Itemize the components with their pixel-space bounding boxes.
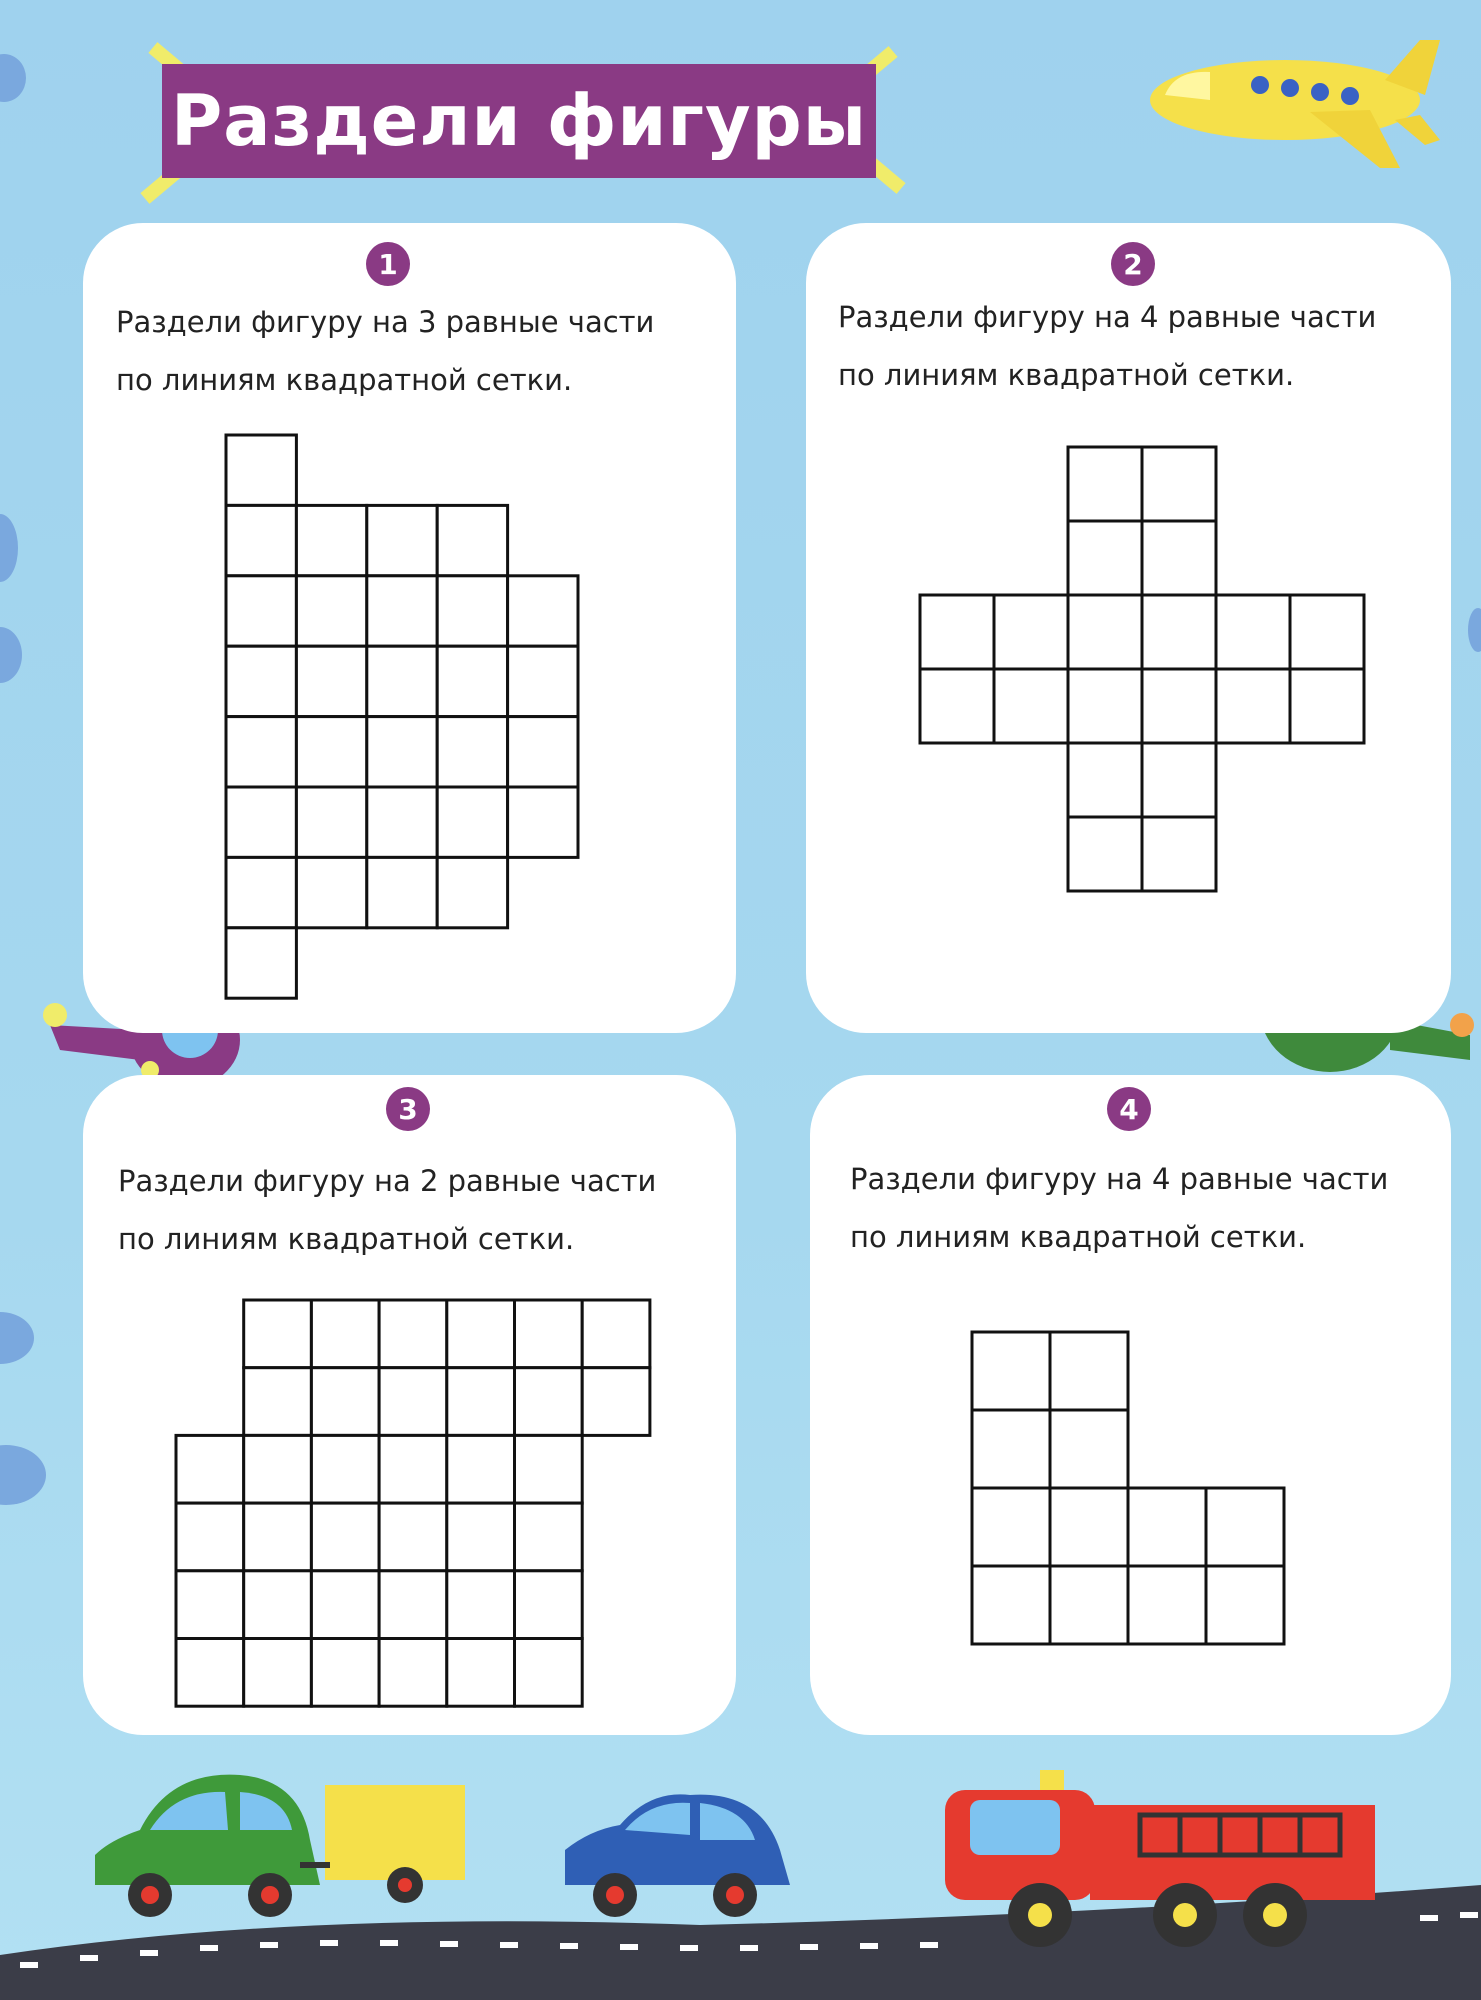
green-car-icon [95, 1775, 465, 1917]
grid-cell[interactable] [226, 435, 296, 505]
grid-cell[interactable] [244, 1503, 312, 1571]
grid-cell[interactable] [1206, 1488, 1284, 1566]
grid-cell[interactable] [311, 1368, 379, 1436]
grid-cell[interactable] [1216, 595, 1290, 669]
grid-cell[interactable] [1068, 669, 1142, 743]
grid-cell[interactable] [994, 669, 1068, 743]
grid-cell[interactable] [1142, 595, 1216, 669]
grid-cell[interactable] [515, 1639, 583, 1707]
grid-cell[interactable] [515, 1503, 583, 1571]
grid-cell[interactable] [1142, 521, 1216, 595]
task-instruction-1 [116, 293, 654, 409]
grid-cell[interactable] [1050, 1566, 1128, 1644]
grid-cell[interactable] [972, 1488, 1050, 1566]
grid-cell[interactable] [1050, 1410, 1128, 1488]
grid-cell[interactable] [1142, 743, 1216, 817]
grid-cell[interactable] [1142, 447, 1216, 521]
grid-cell[interactable] [379, 1300, 447, 1368]
task-instruction-4 [850, 1150, 1388, 1266]
grid-cell[interactable] [447, 1503, 515, 1571]
grid-cell[interactable] [296, 717, 366, 787]
grid-cell[interactable] [379, 1435, 447, 1503]
grid-cell[interactable] [508, 717, 578, 787]
grid-cell[interactable] [582, 1300, 650, 1368]
airplane-icon [1150, 40, 1440, 168]
grid-cell[interactable] [226, 505, 296, 575]
grid-cell[interactable] [1290, 595, 1364, 669]
grid-cell[interactable] [508, 787, 578, 857]
grid-cell[interactable] [379, 1571, 447, 1639]
grid-cell[interactable] [994, 595, 1068, 669]
figure-1-grid [224, 433, 580, 1000]
grid-cell[interactable] [1050, 1488, 1128, 1566]
grid-cell[interactable] [1290, 669, 1364, 743]
grid-cell[interactable] [296, 787, 366, 857]
figure-3-grid [174, 1298, 652, 1708]
grid-cell[interactable] [920, 595, 994, 669]
grid-cell[interactable] [1068, 817, 1142, 891]
blue-car-icon [565, 1794, 790, 1917]
instruction-line: Раздели фигуру на 2 равные части [118, 1164, 657, 1198]
grid-cell[interactable] [1068, 521, 1142, 595]
instruction-line: Раздели фигуру на 4 равные части [838, 300, 1377, 334]
grid-cell[interactable] [1216, 669, 1290, 743]
grid-cell[interactable] [311, 1571, 379, 1639]
grid-cell[interactable] [367, 646, 437, 716]
grid-cell[interactable] [1142, 817, 1216, 891]
figure-4-grid [970, 1330, 1286, 1646]
grid-cell[interactable] [244, 1368, 312, 1436]
grid-cell[interactable] [244, 1571, 312, 1639]
grid-cell[interactable] [311, 1435, 379, 1503]
grid-cell[interactable] [1206, 1566, 1284, 1644]
figure-2-grid [918, 445, 1366, 893]
grid-cell[interactable] [226, 646, 296, 716]
grid-cell[interactable] [508, 576, 578, 646]
grid-cell[interactable] [972, 1566, 1050, 1644]
task-number-badge: 1 [366, 242, 410, 286]
grid-cell[interactable] [296, 505, 366, 575]
grid-cell[interactable] [311, 1300, 379, 1368]
grid-cell[interactable] [176, 1435, 244, 1503]
grid-cell[interactable] [515, 1435, 583, 1503]
grid-cell[interactable] [226, 576, 296, 646]
grid-cell[interactable] [367, 857, 437, 927]
grid-cell[interactable] [437, 857, 507, 927]
title-banner [162, 64, 876, 178]
grid-cell[interactable] [1128, 1566, 1206, 1644]
grid-cell[interactable] [367, 576, 437, 646]
grid-cell[interactable] [367, 717, 437, 787]
grid-cell[interactable] [367, 505, 437, 575]
task-number-badge: 4 [1107, 1087, 1151, 1131]
grid-cell[interactable] [176, 1571, 244, 1639]
grid-cell[interactable] [1142, 669, 1216, 743]
grid-cell[interactable] [226, 928, 296, 998]
grid-cell[interactable] [367, 787, 437, 857]
grid-cell[interactable] [972, 1410, 1050, 1488]
grid-cell[interactable] [447, 1300, 515, 1368]
grid-cell[interactable] [296, 857, 366, 927]
instruction-line: по линиям квадратной сетки. [850, 1220, 1307, 1254]
grid-cell[interactable] [447, 1368, 515, 1436]
instruction-line: по линиям квадратной сетки. [116, 363, 573, 397]
grid-cell[interactable] [437, 646, 507, 716]
grid-cell[interactable] [226, 787, 296, 857]
grid-cell[interactable] [437, 576, 507, 646]
grid-cell[interactable] [244, 1435, 312, 1503]
instruction-line: по линиям квадратной сетки. [838, 358, 1295, 392]
grid-cell[interactable] [972, 1332, 1050, 1410]
grid-cell[interactable] [1050, 1332, 1128, 1410]
grid-cell[interactable] [508, 646, 578, 716]
grid-cell[interactable] [379, 1503, 447, 1571]
grid-cell[interactable] [1128, 1488, 1206, 1566]
grid-cell[interactable] [296, 576, 366, 646]
grid-cell[interactable] [1068, 447, 1142, 521]
grid-cell[interactable] [437, 505, 507, 575]
grid-cell[interactable] [379, 1368, 447, 1436]
grid-cell[interactable] [447, 1435, 515, 1503]
grid-cell[interactable] [296, 646, 366, 716]
instruction-line: по линиям квадратной сетки. [118, 1222, 575, 1256]
grid-cell[interactable] [244, 1639, 312, 1707]
grid-cell[interactable] [226, 717, 296, 787]
grid-cell[interactable] [447, 1639, 515, 1707]
grid-cell[interactable] [920, 669, 994, 743]
grid-cell[interactable] [176, 1639, 244, 1707]
grid-cell[interactable] [515, 1571, 583, 1639]
instruction-line: Раздели фигуру на 3 равные части [116, 305, 655, 339]
task-number-badge: 2 [1111, 242, 1155, 286]
grid-cell[interactable] [244, 1300, 312, 1368]
grid-cell[interactable] [1068, 743, 1142, 817]
task-instruction-3 [118, 1152, 656, 1268]
grid-cell[interactable] [311, 1639, 379, 1707]
instruction-line: Раздели фигуру на 4 равные части [850, 1162, 1389, 1196]
grid-cell[interactable] [379, 1639, 447, 1707]
grid-cell[interactable] [515, 1368, 583, 1436]
page-title: Раздели фигуры [170, 80, 868, 162]
grid-cell[interactable] [176, 1503, 244, 1571]
grid-cell[interactable] [226, 857, 296, 927]
grid-cell[interactable] [311, 1503, 379, 1571]
grid-cell[interactable] [437, 717, 507, 787]
grid-cell[interactable] [582, 1368, 650, 1436]
grid-cell[interactable] [447, 1571, 515, 1639]
task-number-badge: 3 [386, 1087, 430, 1131]
grid-cell[interactable] [437, 787, 507, 857]
task-instruction-2 [838, 288, 1376, 404]
grid-cell[interactable] [1068, 595, 1142, 669]
grid-cell[interactable] [515, 1300, 583, 1368]
